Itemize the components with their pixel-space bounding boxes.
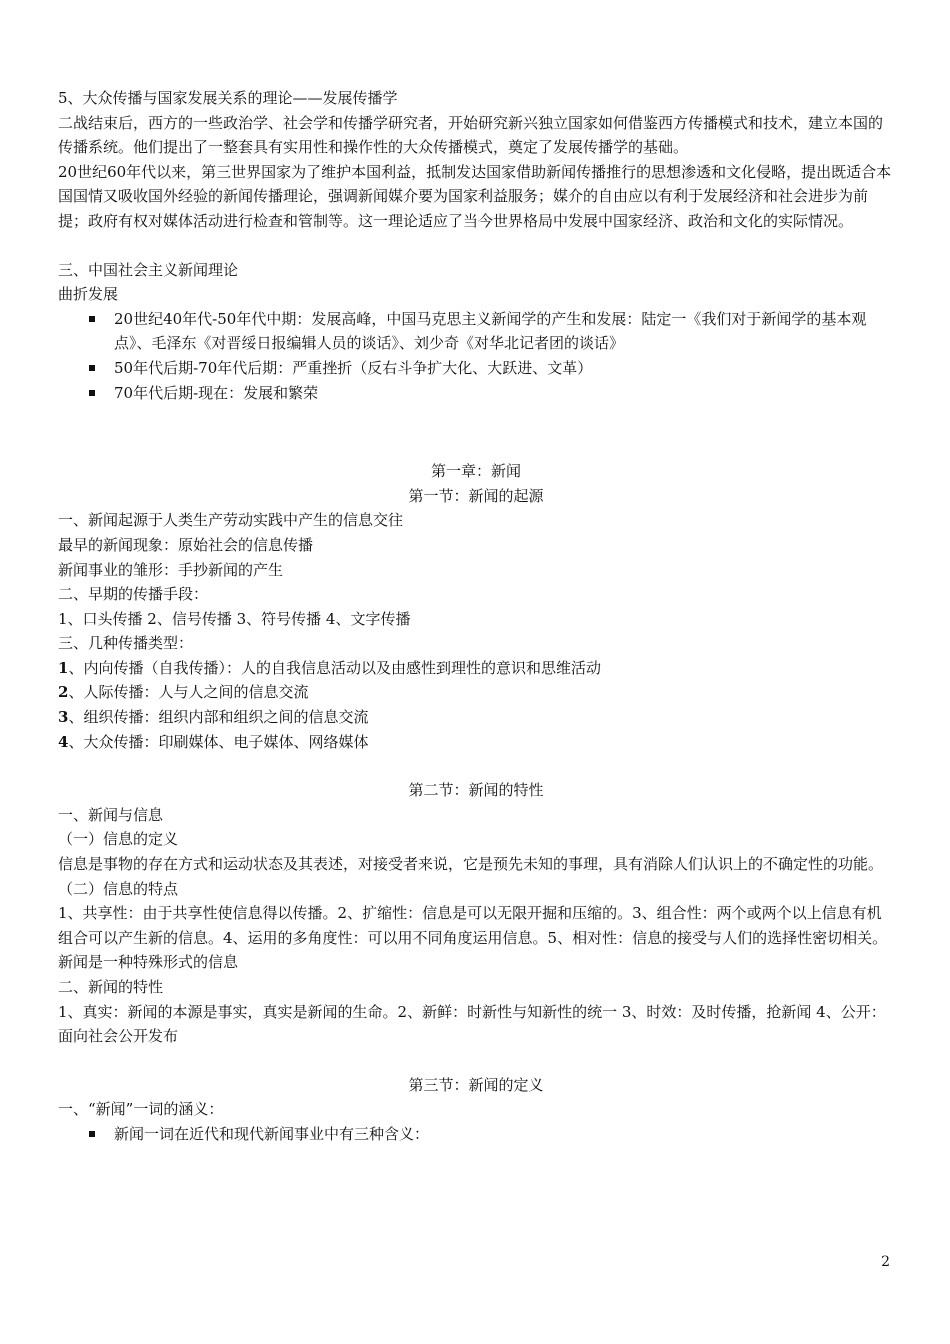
item-number: 2 — [58, 683, 69, 702]
page-number: 2 — [881, 1254, 890, 1270]
text-line: 二、早期的传播手段： — [58, 585, 209, 604]
text-line: 最早的新闻现象：原始社会的信息传播 — [58, 535, 314, 554]
item-text: 、组织传播：组织内部和组织之间的信息交流 — [68, 708, 369, 727]
text-line: 一、“新闻”一词的涵义： — [58, 1100, 224, 1119]
paragraph: 1、真实：新闻的本源是事实，真实是新闻的生命。2、新鲜：时新性与知新性的统一 3、时效：及时传播，抢新闻 4、公开：面向社会公开发布 — [58, 1002, 886, 1046]
text-line: 新闻事业的雏形：手抄新闻的产生 — [58, 560, 284, 579]
text-line: 三、几种传播类型： — [58, 634, 194, 653]
chapter-title: 第一章：新闻 — [430, 462, 521, 481]
bullet-list — [58, 307, 894, 405]
bullet-list — [58, 1122, 894, 1147]
section-heading-chinese-socialist-news-theory: 三、中国社会主义新闻理论 — [58, 260, 239, 279]
item-number: 4 — [58, 732, 69, 751]
list-item: 70年代后期-现在：发展和繁荣 — [58, 381, 894, 406]
paragraph: 二战结束后，西方的一些政治学、社会学和传播学研究者，开始研究新兴独立国家如何借鉴西方传播模式和技术，建立本国的传播系统。他们提出了一整套具有实用性和操作性的大众传播模式，奠定了发展传播学的基础。 — [58, 113, 884, 157]
text-line: 二、新闻的特性 — [58, 978, 164, 996]
text-line: 新闻是一种特殊形式的信息 — [58, 953, 239, 972]
text-line: （一）信息的定义 — [58, 830, 179, 849]
paragraph: 20世纪60年代以来，第三世界国家为了维护本国利益，抵制发达国家借助新闻传播推行的思想渗透和文化侵略，提出既适合本国国情又吸收国外经验的新闻传播理论，强调新闻媒介要为国家利益服务；媒介的自由应以有利于发展经济和社会进步为前提；政府有权对媒体活动进行检查和管制等。这一理论适应了当今世界格局中发展中国家经济、政治和文化的实际情况。 — [58, 162, 892, 230]
item-text: 、人际传播：人与人之间的信息交流 — [68, 683, 309, 702]
paragraph: 信息是事物的存在方式和运动状态及其表述，对接受者来说，它是预先未知的事理，具有消除人们认识上的不确定性的功能。 — [58, 855, 884, 874]
list-item — [58, 705, 894, 730]
text-line: （二）信息的特点 — [58, 879, 179, 898]
subheading: 曲折发展 — [58, 285, 119, 304]
item-text: 、内向传播（自我传播）：人的自我信息活动以及由感性到理性的意识和思维活动 — [68, 658, 601, 677]
page-content — [58, 86, 894, 1147]
list-item — [58, 730, 894, 755]
list-item: 20世纪40年代-50年代中期：发展高峰，中国马克思主义新闻学的产生和发展：陆定一《我们对于新闻学的基本观点》、毛泽东《对晋绥日报编辑人员的谈话》、刘少奇《对华北记者团的谈话》 — [58, 307, 894, 356]
item-text: 、大众传播：印刷媒体、电子媒体、网络媒体 — [68, 732, 369, 751]
list-item: 新闻一词在近代和现代新闻事业中有三种含义： — [58, 1122, 894, 1147]
text-line: 一、新闻起源于人类生产劳动实践中产生的信息交往 — [58, 511, 404, 530]
section-title: 第三节：新闻的定义 — [408, 1075, 544, 1094]
list-item — [58, 680, 894, 705]
paragraph: 1、共享性：由于共享性使信息得以传播。2、扩缩性：信息是可以无限开掘和压缩的。3、组合性：两个或两个以上信息有机组合可以产生新的信息。4、运用的多角度性：可以用不同角度运用信息。5、相对性：信息的接受与人们的选择性密切相关。 — [58, 904, 888, 947]
item-number: 3 — [58, 708, 69, 727]
list-item — [58, 656, 894, 681]
section-title: 第二节：新闻的特性 — [408, 781, 544, 800]
section-heading-development-communication: 5、大众传播与国家发展关系的理论——发展传播学 — [58, 89, 398, 107]
text-line: 1、口头传播 2、信号传播 3、符号传播 4、文字传播 — [58, 609, 411, 628]
section-title: 第一节：新闻的起源 — [408, 486, 544, 505]
item-number: 1 — [58, 658, 69, 677]
list-item: 50年代后期-70年代后期：严重挫折（反右斗争扩大化、大跃进、文革） — [58, 356, 894, 381]
text-line: 一、新闻与信息 — [58, 805, 164, 824]
